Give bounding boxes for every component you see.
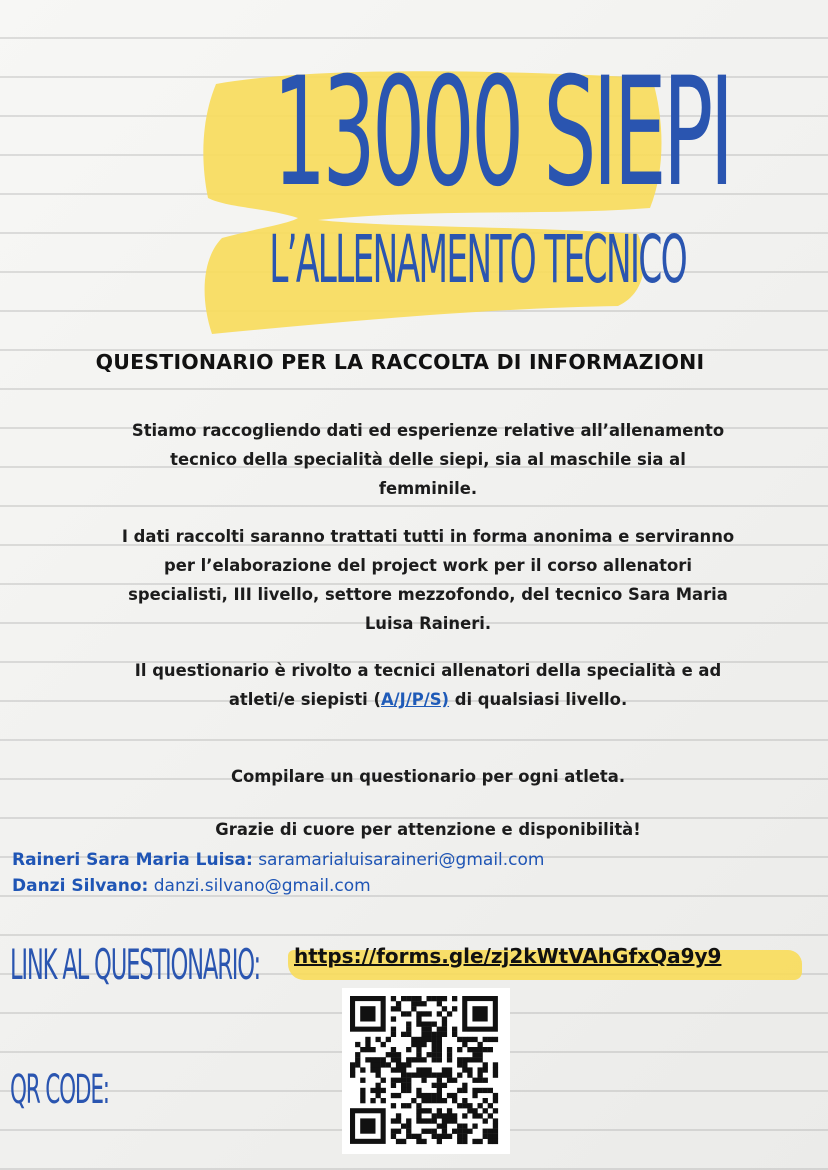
qr-code[interactable]	[342, 988, 510, 1154]
contact-email[interactable]: saramarialuisaraineri@gmail.com	[258, 850, 545, 870]
audience-text-before: Il questionario è rivolto a tecnici allenatori della specialità e ad atleti/e siepisti (	[134, 661, 722, 709]
contact-email[interactable]: danzi.silvano@gmail.com	[153, 876, 371, 896]
contact-name: Danzi Silvano:	[12, 876, 149, 896]
contact-raineri	[12, 850, 544, 870]
questionnaire-url-link[interactable]: https://forms.gle/zj2kWtVAhGfxQa9y9	[294, 944, 722, 968]
contact-name: Raineri Sara Maria Luisa:	[12, 850, 253, 870]
privacy-paragraph: I dati raccolti saranno trattati tutti in forma anonima e serviranno per l’elaborazione del project work per il corso allenatori specialisti, III livello, settore mezzofondo, del tecnico Sara Maria Luisa Raineri.	[121, 527, 735, 633]
age-categories-link[interactable]: A/J/P/S)	[380, 690, 450, 709]
audience-paragraph	[120, 656, 736, 714]
section-heading: QUESTIONARIO PER LA RACCOLTA DI INFORMAZIONI	[95, 350, 705, 374]
instruction-paragraph: Compilare un questionario per ogni atleta.	[230, 767, 626, 786]
title-subtitle: L’ALLENAMENTO TECNICO	[269, 221, 686, 298]
thanks-paragraph: Grazie di cuore per attenzione e disponibilità!	[215, 820, 641, 839]
contact-danzi	[12, 876, 371, 896]
qr-label: QR CODE:	[10, 1067, 109, 1113]
link-label: LINK AL QUESTIONARIO:	[10, 940, 260, 989]
audience-text-after: di qualsiasi livello.	[449, 690, 628, 709]
qr-code-graphic	[350, 996, 502, 1146]
intro-paragraph: Stiamo raccogliendo dati ed esperienze relative all’allenamento tecnico della specialità delle siepi, sia al maschile sia al femminile.	[131, 421, 725, 498]
title-main: 13000 SIEPI	[273, 46, 731, 220]
